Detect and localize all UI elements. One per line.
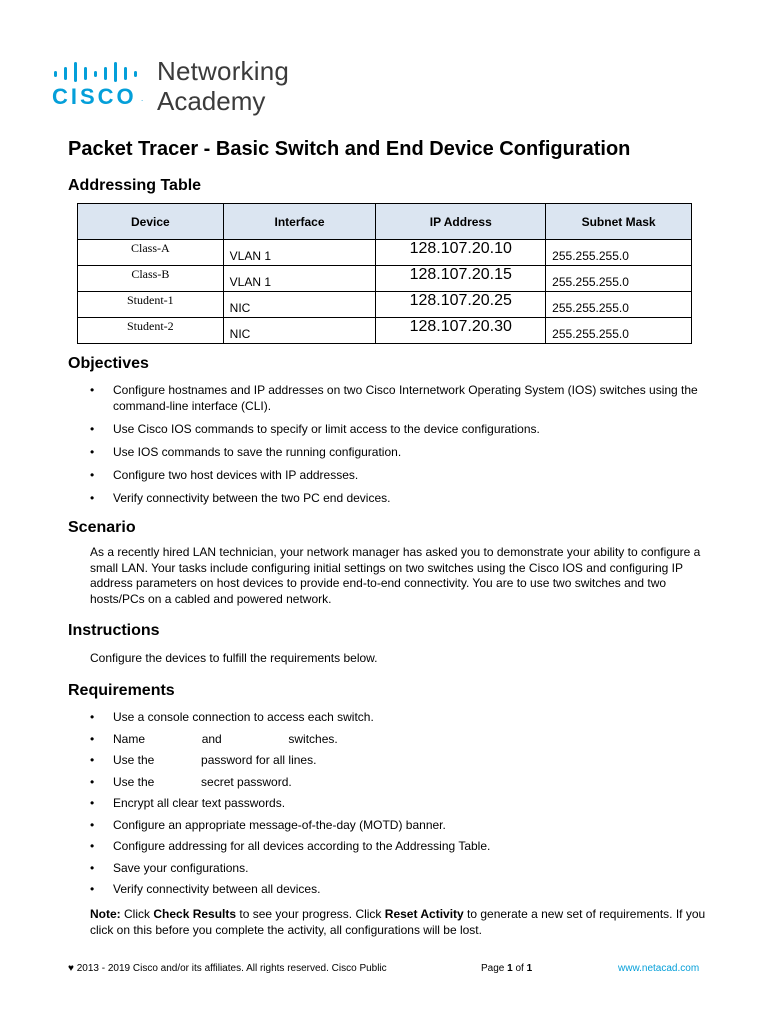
cell-ip: 128.107.20.30: [376, 318, 546, 344]
addressing-table: [77, 203, 692, 344]
note-text-3: to generate a new set of requirements. If you click on this before you complete the activity, all configurations will be lost.: [90, 907, 706, 937]
list-item: • Use IOS commands to save the running configuration.: [90, 444, 710, 460]
list-item: • Use Cisco IOS commands to specify or limit access to the device configurations.: [90, 421, 710, 437]
list-item: • Encrypt all clear text passwords.: [90, 795, 710, 811]
cisco-bars-icon: [52, 62, 144, 82]
list-item: • Name and switches.: [90, 731, 710, 747]
list-item: • Configure hostnames and IP addresses on two Cisco Internetwork Operating System (IOS) switches using the command-line interface (CLI).: [90, 382, 710, 414]
list-item: • Configure two host devices with IP addresses.: [90, 467, 710, 483]
table-row: [78, 318, 692, 344]
instructions-text: Configure the devices to fulfill the requirements below.: [90, 651, 378, 665]
list-item: • Save your configurations.: [90, 860, 710, 876]
page-prefix: Page: [481, 963, 508, 974]
page-current: 1: [507, 963, 513, 974]
cell-interface: VLAN 1: [223, 240, 376, 266]
note-text-1: Click: [120, 907, 154, 921]
cell-device: Class-B: [78, 266, 224, 292]
cell-ip: 128.107.20.10: [376, 240, 546, 266]
check-results-reference: Check Results: [153, 907, 237, 921]
cell-mask: 255.255.255.0: [546, 318, 692, 344]
cell-mask: 255.255.255.0: [546, 292, 692, 318]
note-label: Note:: [90, 907, 121, 921]
objectives-list: [90, 382, 710, 513]
requirements-heading: Requirements: [68, 682, 175, 699]
cell-interface: VLAN 1: [223, 266, 376, 292]
cisco-wordmark: CISCO: [52, 84, 137, 109]
list-item: • Configure an appropriate message-of-the-day (MOTD) banner.: [90, 817, 710, 833]
cell-interface: NIC: [223, 292, 376, 318]
cell-mask: 255.255.255.0: [546, 240, 692, 266]
objectives-heading: Objectives: [68, 355, 149, 372]
logo-line-networking: Networking: [157, 56, 290, 86]
table-header-row: [78, 204, 692, 240]
note-text-2: to see your progress. Click: [236, 907, 385, 921]
logo-line-academy: Academy: [157, 86, 266, 116]
cell-device: Class-A: [78, 240, 224, 266]
cell-device: Student-1: [78, 292, 224, 318]
column-header-subnet-mask: Subnet Mask: [546, 204, 692, 240]
table-row: [78, 292, 692, 318]
networking-academy-logo: [52, 56, 312, 116]
column-header-device: Device: [78, 204, 224, 240]
cell-interface: NIC: [223, 318, 376, 344]
cell-ip: 128.107.20.25: [376, 292, 546, 318]
list-item: • Use a console connection to access each switch.: [90, 709, 710, 725]
list-item: • Use the secret password.: [90, 774, 710, 790]
cell-mask: 255.255.255.0: [546, 266, 692, 292]
scenario-text: As a recently hired LAN technician, your network manager has asked you to demonstrate your ability to configure a small LAN. Your tasks include configuring initial settings on two switches using the Cisco IOS and configuring IP address parameters on host devices to provide end-to-end connectivity. You are to use two switches and two hosts/PCs on a cabled and powered network.: [90, 545, 701, 606]
logo-mark: .: [141, 94, 144, 103]
list-item: • Verify connectivity between all devices.: [90, 881, 710, 897]
cell-device: Student-2: [78, 318, 224, 344]
addressing-table-heading: Addressing Table: [68, 177, 202, 194]
table-row: [78, 266, 692, 292]
note-paragraph: [90, 907, 710, 938]
requirements-list: [90, 709, 710, 903]
reset-activity-reference: Reset Activity: [384, 907, 464, 921]
page-total: 1: [526, 963, 533, 974]
list-item: • Configure addressing for all devices according to the Addressing Table.: [90, 838, 710, 854]
list-item: • Use the password for all lines.: [90, 752, 710, 768]
footer-copyright: ♥ 2013 - 2019 Cisco and/or its affiliates. All rights reserved. Cisco Public: [68, 963, 387, 974]
table-row: [78, 240, 692, 266]
page-title: Packet Tracer - Basic Switch and End Device Configuration: [68, 138, 631, 160]
column-header-interface: Interface: [223, 204, 376, 240]
instructions-heading: Instructions: [68, 622, 160, 639]
scenario-heading: Scenario: [68, 519, 136, 536]
footer-link[interactable]: www.netacad.com: [618, 963, 700, 974]
cell-ip: 128.107.20.15: [376, 266, 546, 292]
list-item: • Verify connectivity between the two PC end devices.: [90, 490, 710, 506]
footer-page-number: [481, 963, 532, 974]
column-header-ip-address: IP Address: [376, 204, 546, 240]
page-of: of: [512, 963, 527, 974]
